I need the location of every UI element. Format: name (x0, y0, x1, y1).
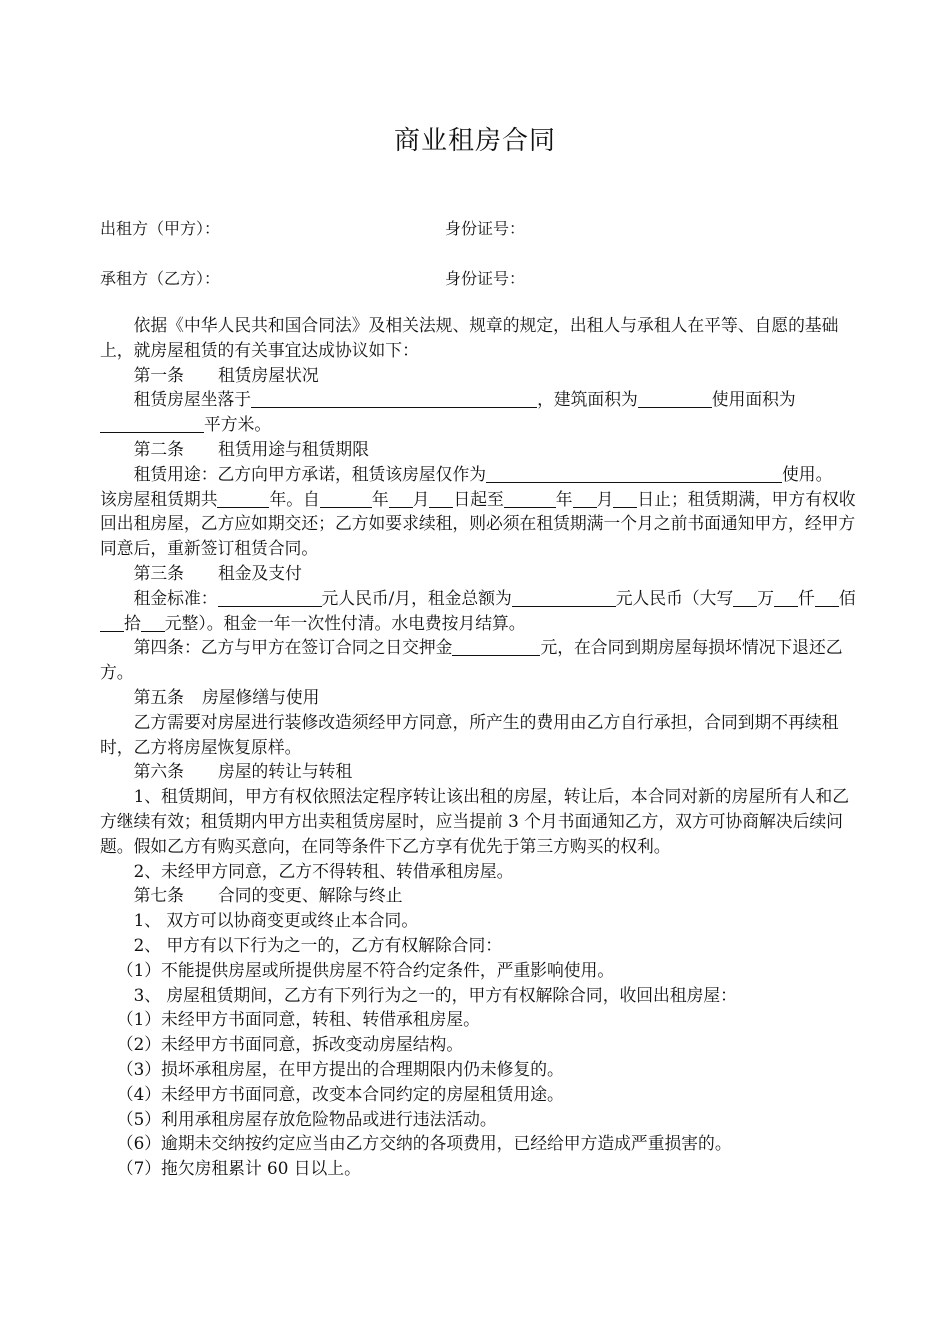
blank-line (815, 588, 839, 607)
blank-line (100, 613, 124, 632)
lessee-row (100, 266, 526, 289)
blank-line (452, 637, 540, 656)
article-title: 租赁用途与租赁期限 (217, 438, 369, 459)
blank-line (251, 389, 537, 408)
blank-line (733, 588, 757, 607)
lessor-label: 出租方（甲方）： (100, 219, 221, 238)
blank-line (389, 489, 413, 508)
article-number: 第二条 (133, 438, 184, 459)
blank-line (217, 489, 269, 508)
blank-line (512, 588, 616, 607)
list-item: （7）拖欠房租累计 60 日以上。 (116, 1158, 361, 1179)
article-number: 第六条 (133, 761, 184, 782)
article-number: 第七条 (133, 885, 184, 906)
article-2-heading (100, 437, 860, 462)
article-title: 房屋修缮与使用 (201, 686, 320, 707)
blank-line (573, 489, 597, 508)
article-3-heading (100, 561, 860, 586)
article-number: 第五条 (133, 686, 184, 707)
list-item: （6）逾期未交纳按约定应当由乙方交纳的各项费用，已经给甲方造成严重损害的。 (116, 1133, 732, 1154)
article-7-heading (100, 883, 860, 908)
article-title: 租赁房屋状况 (217, 364, 319, 385)
article-7-clause-2: 2、 甲方有以下行为之一的，乙方有权解除合同： (133, 934, 503, 955)
article-3-text: 租金标准： 元人民币/月，租金总额为 元人民币（大写 万 仟 佰拾 元整）。租金一年一次性付清。水电费按月结算。 (100, 586, 860, 636)
article-number: 第一条 (133, 364, 184, 385)
blank-line (320, 489, 372, 508)
article-title: 合同的变更、解除与终止 (217, 885, 403, 906)
article-1-heading (100, 363, 860, 388)
article-1-text: 租赁房屋坐落于 ，建筑面积为 使用面积为平方米。 (100, 387, 860, 437)
list-item: （1）未经甲方书面同意，转租、转借承租房屋。 (116, 1009, 480, 1030)
article-5-heading (100, 685, 860, 710)
intro-paragraph: 依据《中华人民共和国合同法》及相关法规、规章的规定，出租人与承租人在平等、自愿的基础上，就房屋租赁的有关事宜达成协议如下： (100, 315, 839, 360)
article-title: 租金及支付 (217, 562, 302, 583)
lessee-id-label: 身份证号： (445, 269, 526, 288)
blank-line (486, 464, 782, 483)
blank-line (218, 588, 322, 607)
article-7-clause-1: 1、 双方可以协商变更或终止本合同。 (133, 910, 419, 931)
blank-line (141, 613, 165, 632)
article-6-item-1: 1、租赁期间，甲方有权依照法定程序转让该出租的房屋，转让后，本合同对新的房屋所有人和乙方继续有效；租赁期内甲方出卖租赁房屋时，应当提前 3 个月书面通知乙方，双方可协商解决后续问题。假如乙方有购买意向，在同等条件下乙方享有优先于第三方购买的权利。 (100, 786, 850, 856)
lessor-row (100, 216, 526, 239)
page-title: 商业租房合同 (393, 126, 556, 156)
blank-line (504, 489, 556, 508)
blank-line (429, 489, 453, 508)
list-item: （2）未经甲方书面同意，拆改变动房屋结构。 (116, 1034, 464, 1055)
list-item: （4）未经甲方书面同意，改变本合同约定的房屋租赁用途。 (116, 1083, 564, 1104)
blank-line (613, 489, 637, 508)
lessor-id-label: 身份证号： (445, 219, 526, 238)
blank-line (774, 588, 798, 607)
blank-line (100, 414, 204, 433)
article-7-clause-2-item: （1）不能提供房屋或所提供房屋不符合约定条件，严重影响使用。 (116, 959, 615, 980)
blank-line (638, 389, 712, 408)
article-6-item-2: 2、未经甲方同意，乙方不得转租、转借承租房屋。 (133, 860, 514, 881)
article-2-usage: 租赁用途：乙方向甲方承诺，租赁该房屋仅作为 使用。 (133, 463, 833, 484)
article-7-clause-3: 3、 房屋租赁期间，乙方有下列行为之一的，甲方有权解除合同，收回出租房屋： (133, 984, 737, 1005)
article-number: 第三条 (133, 562, 184, 583)
contract-body (100, 313, 860, 1181)
article-5-text: 乙方需要对房屋进行装修改造须经甲方同意，所产生的费用由乙方自行承担，合同到期不再续租时，乙方将房屋恢复原样。 (100, 711, 839, 757)
lessee-label: 承租方（乙方）： (100, 269, 221, 288)
article-4-text: 第四条：乙方与甲方在签订合同之日交押金 元，在合同到期房屋每损坏情况下退还乙方。 (100, 637, 843, 683)
list-item: （5）利用承租房屋存放危险物品或进行违法活动。 (116, 1108, 497, 1129)
article-2-period: 该房屋租赁期共 年。自 年 月 日起至 年 月 日止；租赁期满，甲方有权收回出租房屋，乙方应如期交还；乙方如要求续租，则必须在租赁期满一个月之前书面通知甲方，经甲方同意后，重新签订租赁合同。 (100, 488, 856, 559)
article-title: 房屋的转让与转租 (217, 761, 353, 782)
article-6-heading (100, 759, 860, 784)
list-item: （3）损坏承租房屋，在甲方提出的合理期限内仍未修复的。 (116, 1058, 564, 1079)
